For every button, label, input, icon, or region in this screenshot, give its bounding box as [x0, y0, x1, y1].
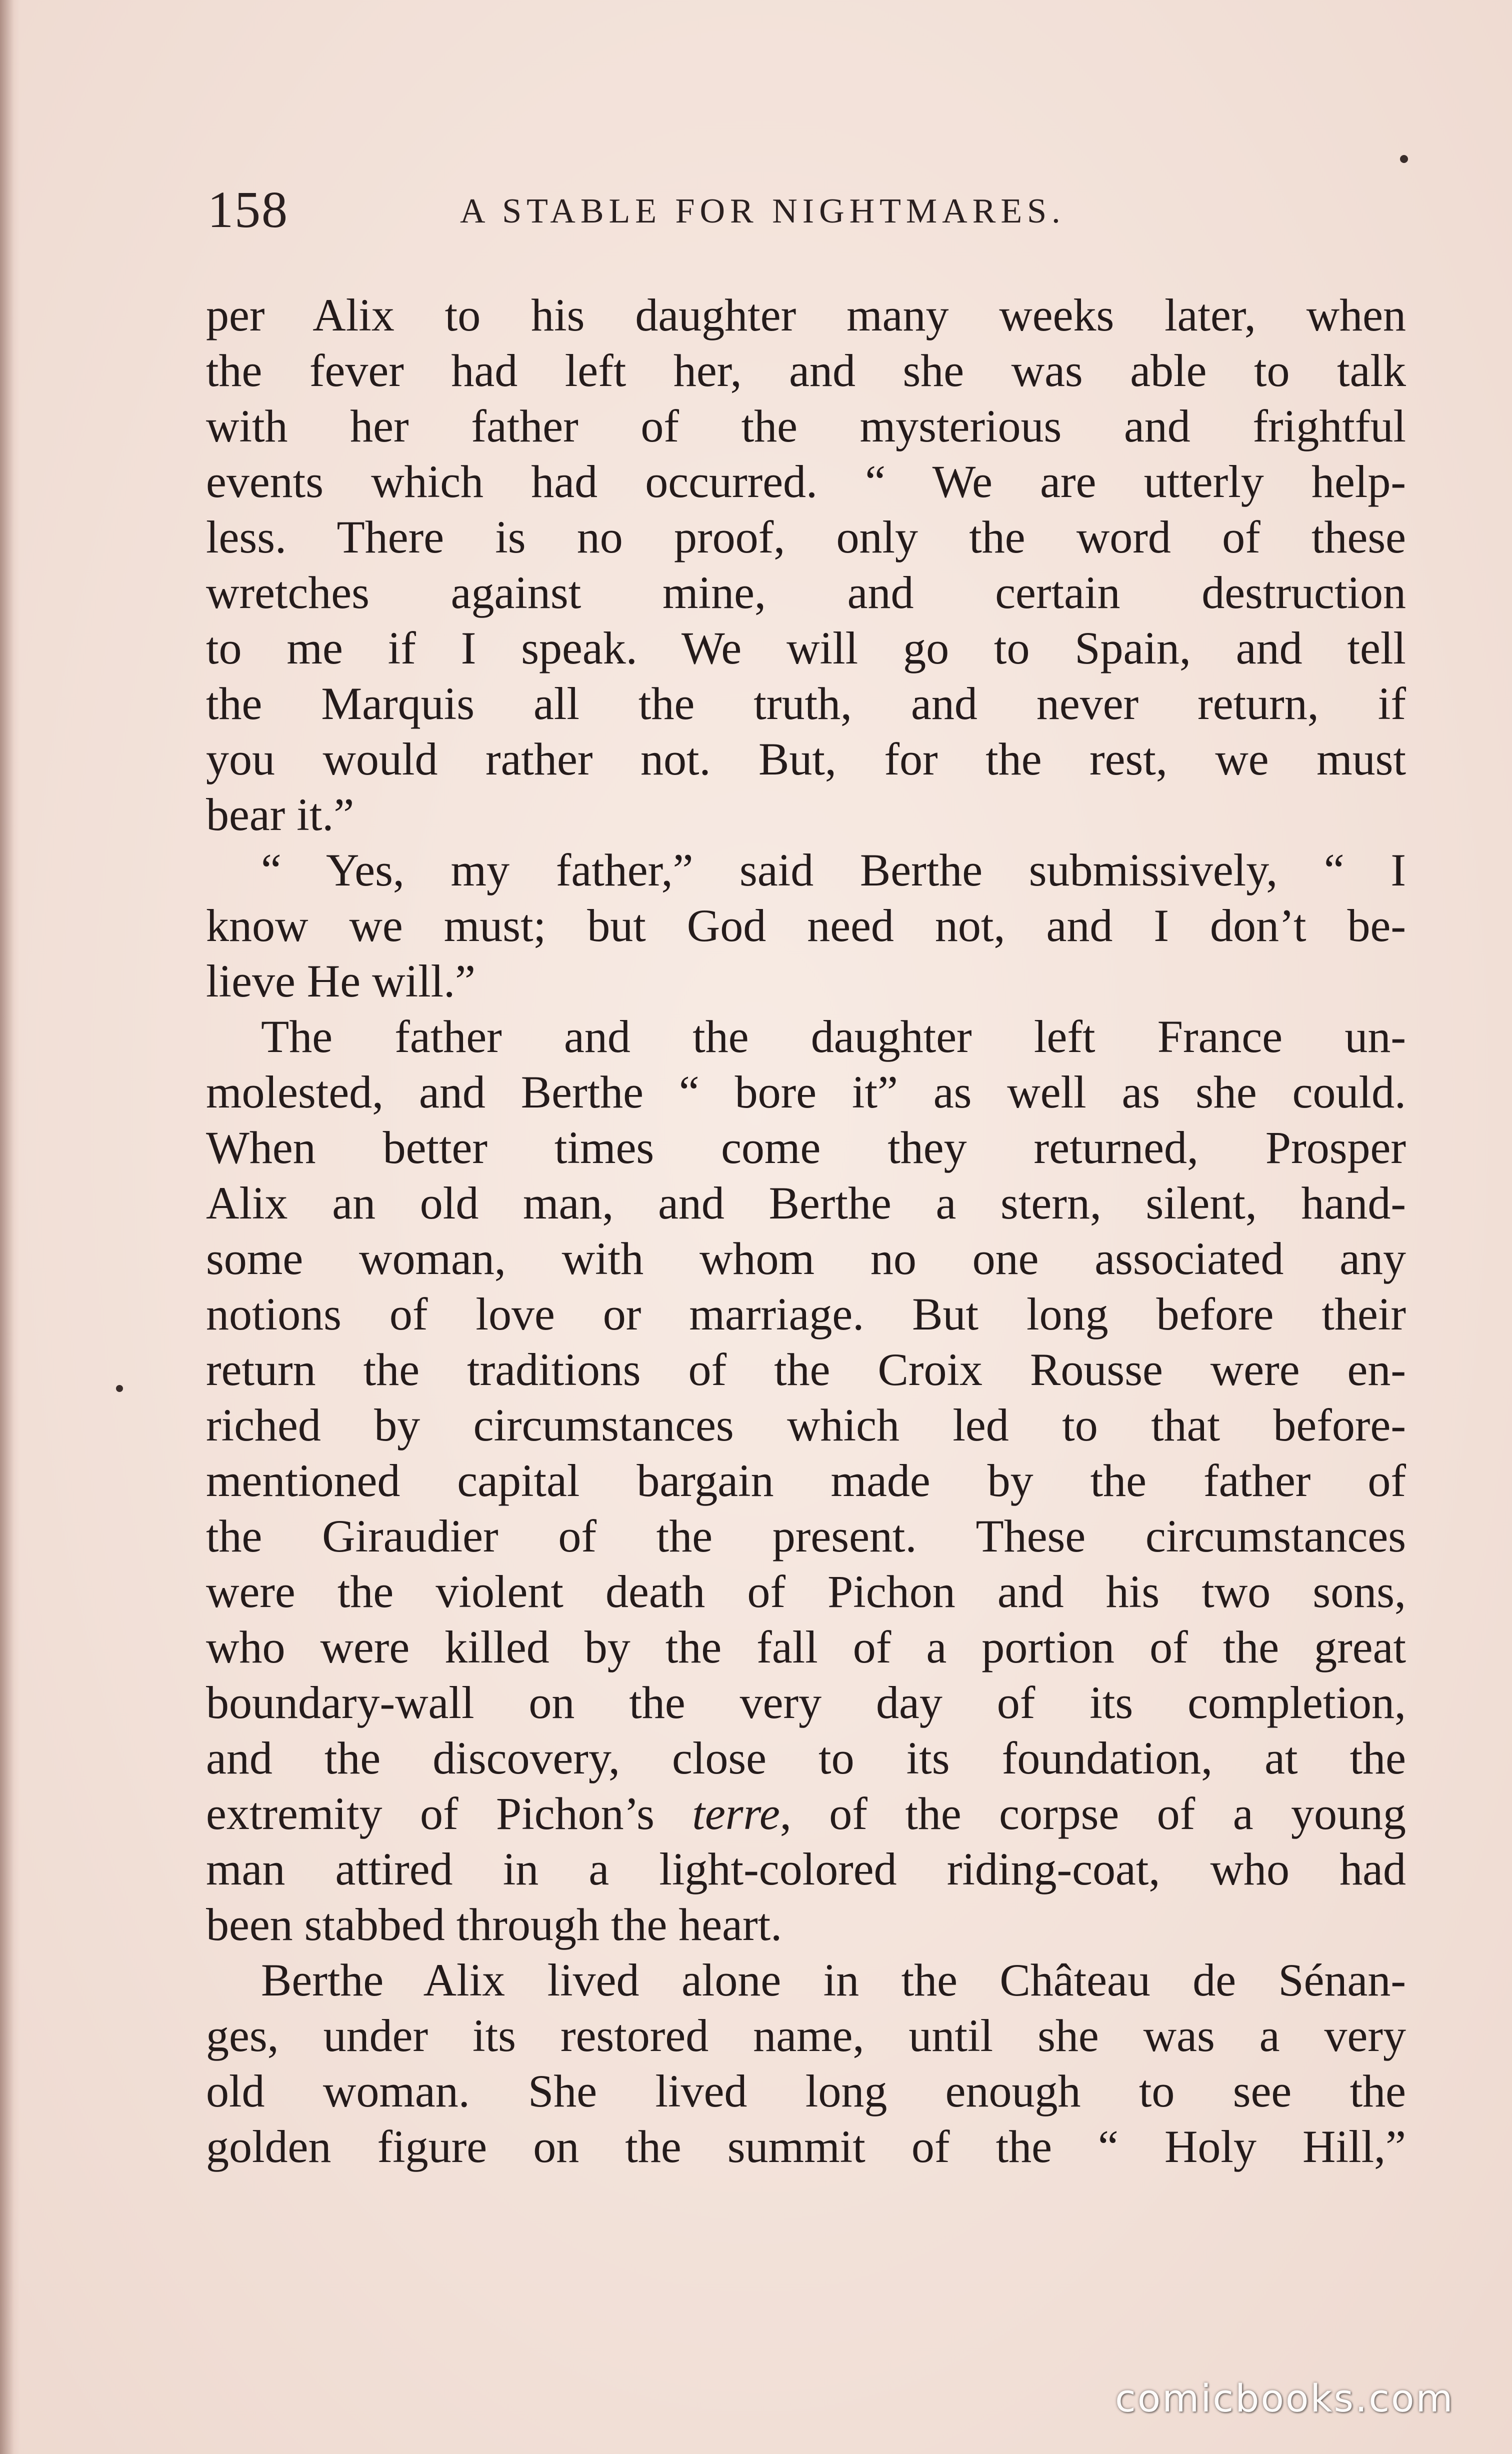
text-line: “ Yes, my father,” said Berthe submissively, “ I — [261, 844, 1406, 896]
text-line: were the violent death of Pichon and his two sons, — [206, 1566, 1406, 1617]
text-line: the Giraudier of the present. These circumstances — [206, 1510, 1406, 1562]
text-line: ges, under its restored name, until she was a very — [206, 2010, 1406, 2061]
ink-speck-top-right — [1400, 155, 1408, 163]
text-line: to me if I speak. We will go to Spain, and tell — [206, 622, 1406, 674]
text-line: the Marquis all the truth, and never return, if — [206, 678, 1406, 729]
text-line: events which had occurred. “ We are utterly help- — [206, 456, 1406, 507]
text-line: the fever had left her, and she was able to talk — [206, 345, 1406, 396]
text-line: Alix an old man, and Berthe a stern, silent, hand- — [206, 1178, 1406, 1228]
italic-word: terre — [692, 1788, 780, 1839]
text-line: lieve He will.” — [206, 956, 476, 1006]
text-line: been stabbed through the heart. — [206, 1899, 782, 1950]
text-line: know we must; but God need not, and I don’t be- — [206, 900, 1406, 951]
text-line: wretches against mine, and certain destruction — [206, 567, 1406, 618]
text-line: per Alix to his daughter many weeks later, when — [206, 290, 1406, 340]
text-line: some woman, with whom no one associated any — [206, 1233, 1406, 1284]
text-line: and the discovery, close to its foundation, at the — [206, 1732, 1406, 1784]
text-line: you would rather not. But, for the rest, we must — [206, 734, 1406, 784]
body-text — [206, 288, 1406, 2174]
text-line: old woman. She lived long enough to see the — [206, 2066, 1406, 2116]
text-line: molested, and Berthe “ bore it” as well as she could. — [206, 1066, 1406, 1118]
page-number: 158 — [208, 181, 288, 238]
text-line: with her father of the mysterious and frightful — [206, 400, 1406, 452]
watermark: comicbooks.com — [1115, 2376, 1454, 2420]
text-line: man attired in a light-colored riding-coat, who had — [206, 1844, 1406, 1894]
text-line: riched by circumstances which led to that before- — [206, 1400, 1406, 1450]
text-line: bear it.” — [206, 789, 354, 840]
text-line: less. There is no proof, only the word of these — [206, 512, 1406, 562]
text-line: boundary-wall on the very day of its completion, — [206, 1677, 1406, 1728]
text-line: golden figure on the summit of the “ Holy Hill,” — [206, 2121, 1406, 2172]
text-line: extremity of Pichon’s terre, of the corpse of a young — [206, 1788, 1406, 1839]
page-gutter-shadow — [0, 0, 20, 2454]
text-line: When better times come they returned, Prosper — [206, 1122, 1406, 1173]
text-line: return the traditions of the Croix Rousse were en- — [206, 1344, 1406, 1395]
text-line: who were killed by the fall of a portion of the great — [206, 1622, 1406, 1672]
text-line: Berthe Alix lived alone in the Château de Sénan- — [261, 1954, 1406, 2006]
text-line: mentioned capital bargain made by the father of — [206, 1455, 1406, 1506]
text-line: The father and the daughter left France un- — [261, 1011, 1406, 1062]
text-line: notions of love or marriage. But long before their — [206, 1288, 1406, 1340]
ink-speck-left-margin — [116, 1385, 123, 1392]
running-title: A STABLE FOR NIGHTMARES. — [460, 192, 1066, 230]
running-header — [208, 175, 1208, 245]
